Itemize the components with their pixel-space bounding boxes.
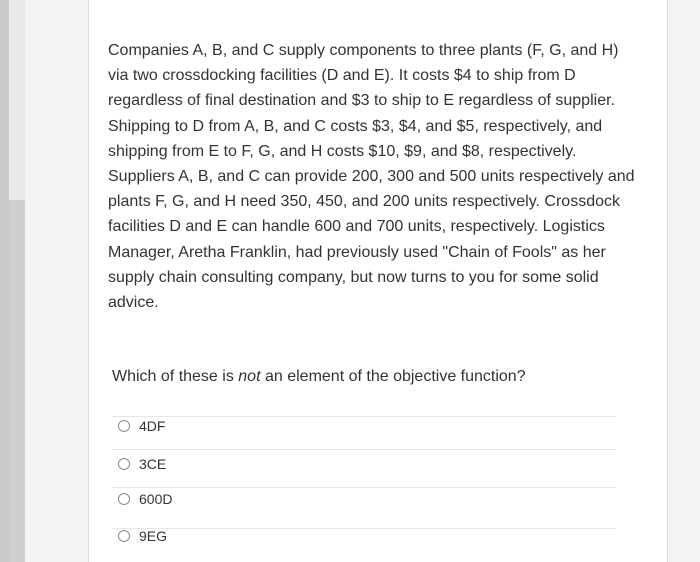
question-line: Suppliers A, B, and C can provide 200, 300 and 500 units respectively and [108,168,635,186]
option-label: 9EG [139,528,168,544]
answer-option-3[interactable] [118,488,614,510]
question-text [108,38,638,315]
question-line: via two crossdocking facilities (D and E). It costs $4 to ship from D [108,67,576,85]
option-divider [112,449,616,450]
question-line: advice. [108,294,159,312]
left-border-band [0,0,9,562]
option-label: 600D [139,491,173,507]
question-line: shipping from E to F, G, and H costs $10, $9, and $8, respectively. [108,142,577,160]
question-line: Companies A, B, and C supply components to three plants (F, G, and H) [108,42,619,59]
radio-button-icon[interactable] [118,493,130,505]
radio-button-icon[interactable] [118,530,130,542]
option-label: 3CE [139,456,167,472]
question-line: regardless of final destination and $3 to ship to E regardless of supplier. [108,92,615,110]
radio-button-icon[interactable] [118,458,130,470]
answer-option-1[interactable] [118,415,614,437]
answer-option-4[interactable] [118,525,614,547]
question-line: supply chain consulting company, but now turns to you for some solid [108,268,599,286]
prompt-emphasis: not [238,368,261,385]
option-label: 4DF [139,418,166,434]
question-line: plants F, G, and H need 350, 450, and 200 units respectively. Crossdock [108,193,620,211]
prompt-text-after: an element of the objective function? [260,368,526,385]
question-line: Manager, Aretha Franklin, had previously used "Chain of Fools" as her [108,243,606,261]
prompt-text-before: Which of these is [112,368,239,385]
scrollbar-thumb[interactable] [9,200,25,562]
question-line: Shipping to D from A, B, and C costs $3, $4, and $5, respectively, and [108,117,603,135]
question-prompt [112,366,632,388]
answer-option-2[interactable] [118,453,614,475]
question-line: facilities D and E can handle 600 and 700 units, respectively. Logistics [108,218,605,236]
radio-button-icon[interactable] [118,420,130,432]
